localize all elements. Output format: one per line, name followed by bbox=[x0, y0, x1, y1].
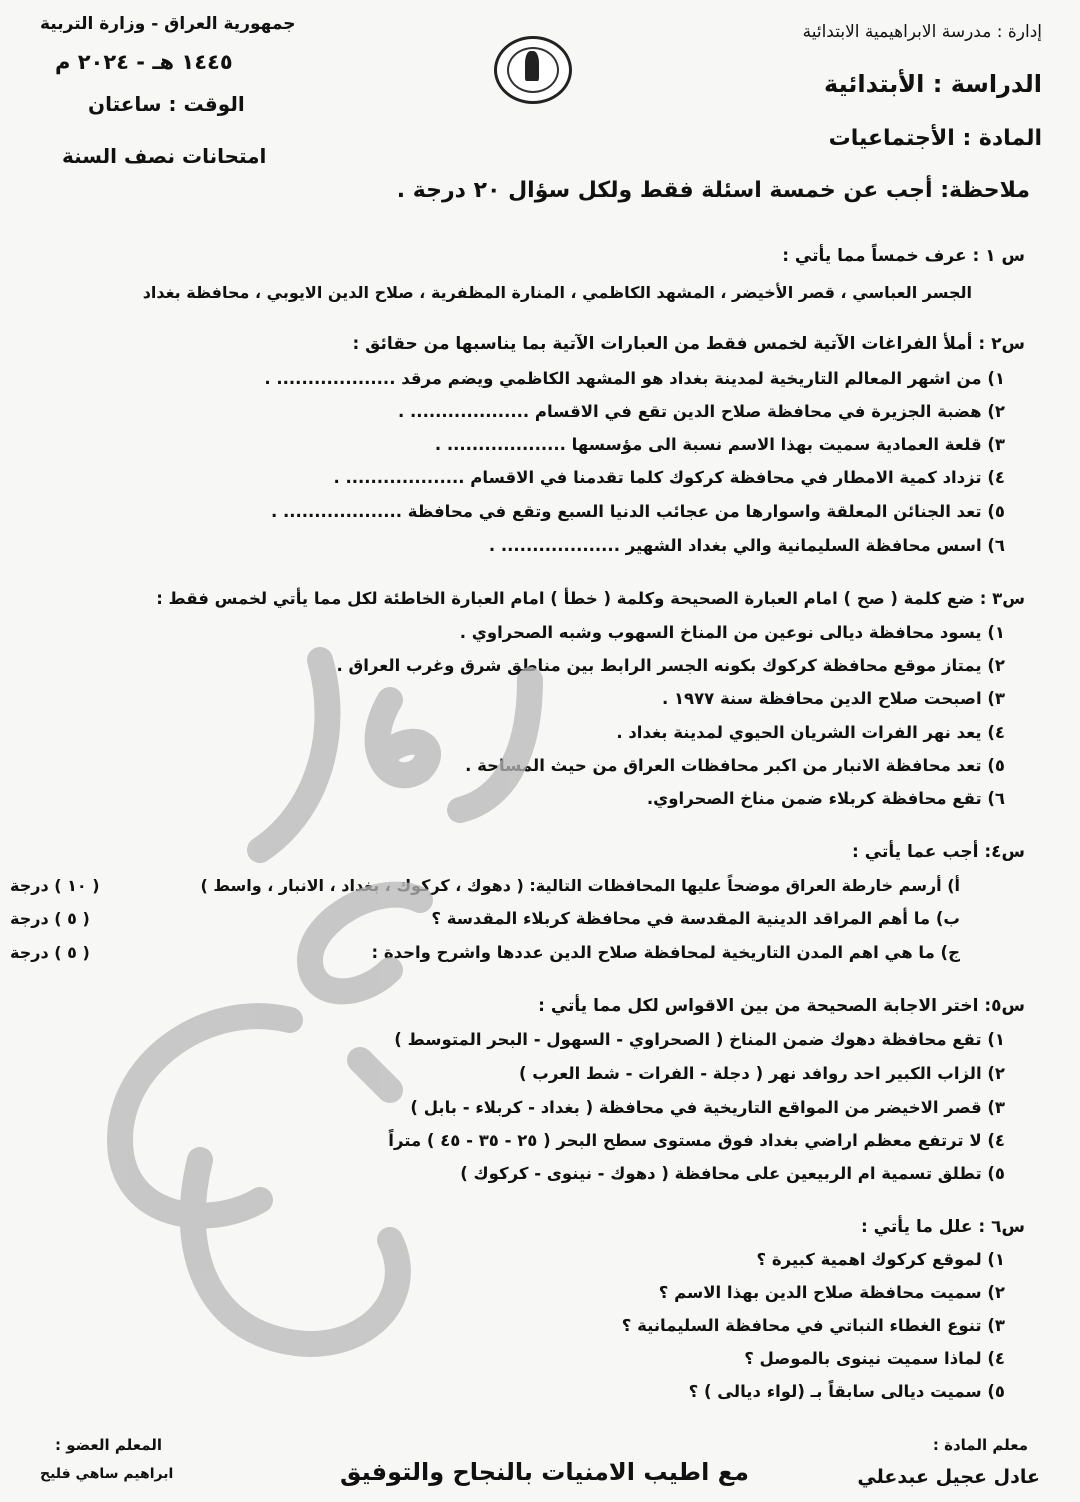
q4-mark: ( ٥ ) درجة bbox=[10, 943, 90, 962]
ministry-title: جمهورية العراق - وزارة التربية bbox=[40, 14, 296, 34]
exam-note: ملاحظة: أجب عن خمسة اسئلة فقط ولكل سؤال ٢٠ درجة . bbox=[396, 178, 1030, 203]
q3-item: ٤) يعد نهر الفرات الشريان الحيوي لمدينة بغداد . bbox=[616, 723, 1005, 742]
teacher-label: معلم المادة : bbox=[932, 1436, 1028, 1454]
q5-item: ١) تقع محافظة دهوك ضمن المناخ ( الصحراوي - السهول - البحر المتوسط ) bbox=[394, 1030, 1005, 1049]
handwritten-watermark bbox=[60, 640, 620, 1400]
q2-title: س٢ : أملأ الفراغات الآتية لخمس فقط من العبارات الآتية بما يناسبها من حقائق : bbox=[352, 334, 1025, 354]
q6-item: ١) لموقع كركوك اهمية كبيرة ؟ bbox=[756, 1250, 1005, 1269]
q1-items: الجسر العباسي ، قصر الأخيضر ، المشهد الكاظمي ، المنارة المظفرية ، صلاح الدين الايوبي ، محافظة بغداد bbox=[142, 283, 972, 302]
q4-item: ج) ما هي اهم المدن التاريخية لمحافظة صلاح الدين عددها واشرح واحدة : bbox=[371, 943, 960, 962]
q2-item: ٤) تزداد كمية الامطار في محافظة كركوك كلما تقدمنا في الاقسام ................... . bbox=[333, 468, 1005, 487]
member-name: ابراهيم ساهي فليح bbox=[40, 1466, 174, 1482]
subject: المادة : الأجتماعيات bbox=[828, 126, 1042, 151]
exam-type: امتحانات نصف السنة bbox=[62, 144, 267, 168]
q1-title: س ١ : عرف خمساً مما يأتي : bbox=[782, 246, 1025, 266]
q2-item: ٣) قلعة العمادية سميت بهذا الاسم نسبة الى مؤسسها ................... . bbox=[434, 435, 1005, 454]
q5-item: ٤) لا ترتفع معظم اراضي بغداد فوق مستوى سطح البحر ( ٢٥ - ٣٥ - ٤٥ ) متراً bbox=[388, 1131, 1005, 1150]
school-admin: إدارة : مدرسة الابراهيمية الابتدائية bbox=[802, 22, 1042, 42]
q3-item: ٢) يمتاز موقع محافظة كركوك بكونه الجسر الرابط بين مناطق شرق وغرب العراق . bbox=[336, 656, 1005, 675]
q4-title: س٤: أجب عما يأتي : bbox=[852, 842, 1025, 862]
closing-wish: مع اطيب الامنيات بالنجاح والتوفيق bbox=[340, 1458, 749, 1486]
q6-item: ٥) سميت ديالى سابقاً بـ (لواء ديالى ) ؟ bbox=[688, 1382, 1005, 1401]
q4-mark: ( ٥ ) درجة bbox=[10, 909, 90, 928]
q5-title: س٥: اختر الاجابة الصحيحة من بين الاقواس لكل مما يأتي : bbox=[538, 996, 1025, 1016]
q2-item: ٥) تعد الجنائن المعلقة واسوارها من عجائب الدنيا السبع وتقع في محافظة ................... . bbox=[270, 502, 1005, 521]
q3-item: ١) يسود محافظة ديالى نوعين من المناخ السهوب وشبه الصحراوي . bbox=[459, 623, 1005, 642]
q4-mark: ( ١٠ ) درجة bbox=[10, 876, 100, 895]
q3-item: ٥) تعد محافظة الانبار من اكبر محافظات العراق من حيث المساحة . bbox=[465, 756, 1005, 775]
q2-item: ٦) اسس محافظة السليمانية والي بغداد الشهير ................... . bbox=[488, 536, 1005, 555]
q6-title: س٦ : علل ما يأتي : bbox=[860, 1217, 1025, 1237]
q2-item: ١) من اشهر المعالم التاريخية لمدينة بغداد هو المشهد الكاظمي ويضم مرقد ................... . bbox=[264, 369, 1005, 388]
q3-item: ٦) تقع محافظة كربلاء ضمن مناخ الصحراوي. bbox=[646, 789, 1005, 808]
q6-item: ٢) سميت محافظة صلاح الدين بهذا الاسم ؟ bbox=[658, 1283, 1005, 1302]
hijri-year: ١٤٤٥ هـ - ٢٠٢٤ م bbox=[55, 50, 233, 74]
q4-item: أ) أرسم خارطة العراق موضحاً عليها المحافظات التالية: ( دهوك ، كركوك ، بغداد ، الانبار ، واسط ) bbox=[200, 876, 960, 895]
exam-time: الوقت : ساعتان bbox=[88, 92, 245, 116]
ministry-seal-icon bbox=[494, 36, 572, 104]
q2-item: ٢) هضبة الجزيرة في محافظة صلاح الدين تقع في الاقسام ................... . bbox=[398, 402, 1005, 421]
member-label: المعلم العضو : bbox=[55, 1436, 163, 1454]
teacher-name: عادل عجيل عبدعلي bbox=[857, 1466, 1040, 1488]
q3-title: س٣ : ضع كلمة ( صح ) امام العبارة الصحيحة وكلمة ( خطأ ) امام العبارة الخاطئة لكل مما يأتي لخمس فقط : bbox=[156, 589, 1025, 608]
q6-item: ٣) تنوع الغطاء النباتي في محافظة السليمانية ؟ bbox=[621, 1316, 1005, 1335]
q5-item: ٥) تطلق تسمية ام الربيعين على محافظة ( دهوك - نينوى - كركوك ) bbox=[460, 1164, 1005, 1183]
q5-item: ٣) قصر الاخيضر من المواقع التاريخية في محافظة ( بغداد - كربلاء - بابل ) bbox=[410, 1098, 1005, 1117]
q4-item: ب) ما أهم المراقد الدينية المقدسة في محافظة كربلاء المقدسة ؟ bbox=[431, 909, 960, 928]
study-level: الدراسة : الأبتدائية bbox=[824, 70, 1042, 98]
q3-item: ٣) اصبحت صلاح الدين محافظة سنة ١٩٧٧ . bbox=[661, 689, 1005, 708]
q5-item: ٢) الزاب الكبير احد روافد نهر ( دجلة - الفرات - شط العرب ) bbox=[518, 1064, 1005, 1083]
q6-item: ٤) لماذا سميت نينوى بالموصل ؟ bbox=[744, 1349, 1005, 1368]
